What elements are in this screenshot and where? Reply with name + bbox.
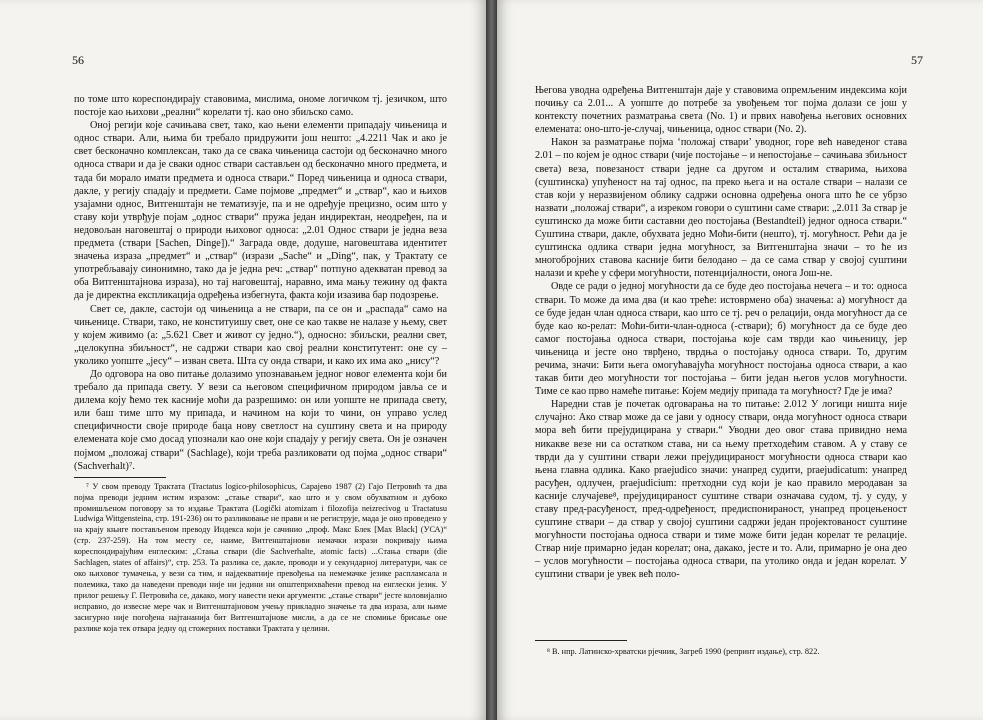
footnote xyxy=(535,636,907,658)
footnote xyxy=(74,482,447,635)
page-number: 57 xyxy=(911,53,923,67)
paragraph: Оној регији које сачињава свет, тако, као њени елементи припадају чињеница и однос ствари. Али, њима би требало придружити још нешто: „4.2211 Чак и ако је свет бесконачно комплексан, тако да се свака чињеница састоји од бесконачно много односа ствари и да је сваки однос ствари састављен од бесконачно много предмета, и тада би морало имати предмета и односа ствари.“ Поред чињеница и односа ствари, дакле, у регију спадају и предмети. Саме појмове „предмет“ и „ствар“, као и њихов узајамни однос, Витгенштајн не тематизује, па и не одређује прецизно, осим што у ставу који утврђује појам „однос ствари“ пружа један индиректан, неодређен, па и недовољан наговештај о природи њиховог односа: „2.01 Однос ствари је једна веза предмета (ствари [Sachen, Dinge]).“ Заграда овде, додуше, наговештава идентитет значења израза „предмет“ и „ствар“ (изрази „Sache“ и „Ding“, пак, у Трактату се употребљавају синонимно, тако да је једна реч: „ствар“ потпуно адекватан превод за оба Витгенштајнова израза), но тај наговештај, наравно, има мању тежину од факта да је директна експликација одређења избегнута, факта који изазива бар подозрење. xyxy=(74,120,447,302)
footnote-rule xyxy=(535,640,627,641)
book-gutter xyxy=(486,0,497,720)
page-number: 56 xyxy=(72,53,84,67)
paragraph: Наредни став је почетак одговарања на то питање: 2.012 У логици ништа није случајно: Ако ствар може да се јави у односу ствари, онда могућност односа ствари мора већ бити прејудицирана у ствари.“ Уводни део овог става привидно нема никакве везе ни са остатком става, ни са њему претходећим ставом. А у ставу се тврди да у суштини ствари лежи прејудицираност могућности односа ствари као њена главна одлика. Како praejudico значи: унапред судити, praejudicatum: унапред расуђен, одлучен, praejudicium: претходни суд који је као правило меродаван за касније случајеве⁸, прејудицираност суштине ствари означава судом, тј. у суду, у ставу пред-расуђеност, пред-одређеност, предиспонираност, унапред процењеност суштине ствари – да ствар у својој суштини садржи један пројектованост суштине могућности постојања односа ствари и тиме може бити један корелат те релације. Ствар није примарно један корелат; она, дакако, јесте и то. Али, примарно је она део – услов могућности – постојања односа ствари, па утолико онда и један корелат. У суштини ствари је увек већ поло- xyxy=(535,399,907,581)
footnote-text: ⁷ У свом преводу Трактата (Tractatus logico-philosophicus, Сарајево 1987 (2) Гајо Петровић та два појма преводи једним истим изразом: „стање ствари“, као што и у свом обухватном и дубоко промишљеном поговору за то издање Трактата (Logički atomizam i filozofija neizrecivog u Tractatusu Ludwiga Wittgensteina, стр. 191-236) он то разликовање не прави и не региструје, мада је оно проведено у на крају књиге постављеном преводу Индекса који је сачинио „проф. Макс Блек [Max Black] (УСА)“ (стр. 237-259). На том месту се, наиме, Витгенштајнови немачки изрази покривају њима кореспондирајућим енглеским: „Стања ствари (die Sachverhalte, atomic facts) ...Стања ствари (die Sachlagen, states of affairs)“, стр. 253. Та разлика се, дакле, проводи и у секундарној литератури, чак се око њиховог тумачења, у вези са тим, и најдекватније превођења на немемачке језике распламсала и полемика, тако да наведени преводи није ни једини ни општеприхваћени превод на енглески језик. У прилог решењу Г. Петровића се, дакако, могу навести неки аргументи: „стање ствари“ јесте коловијално исправно, до извесне мере чак и Витгенштајновом учењу прикладно значење та два израза, али њиме засигурно није погођена најтананија бит Витгенштајнове мисли, а да се не спомиње брисање оне разлике која тек отвара једну од стожерних поставки Трактата у целини. xyxy=(74,481,447,633)
footnote-rule xyxy=(74,477,166,478)
paragraph: Његова уводна одређења Витгенштајн даје у ставовима опремљеним индексима који почињу са 2.01... А уопште до потребе за увођењем тог појма долази се још у контексту почетних разматрања света (No. 1) и првих навођења његових основних елемената: оно-што-је-случај, чињеница, однос ствари (No. 2). xyxy=(535,85,907,136)
body-text xyxy=(74,93,447,634)
footnote-text: ⁸ В. нпр. Латинско-хрватски рјечник, Загреб 1990 (репринт издање), стр. 822. xyxy=(547,647,820,656)
left-page xyxy=(0,0,486,720)
right-page xyxy=(497,0,983,720)
body-text xyxy=(535,84,907,582)
paragraph: по томе што кореспондирају ставовима, мислима, ономе логичком тј. језичком, што постоје као њихови „реални“ корелати тј. као оно збиљско само. xyxy=(74,94,447,119)
paragraph: Након за разматрање појма ‘положај ствари’ уводног, горе већ наведеног става 2.01 – по којем је однос ствари (чије постојање – и непостојање – сачињава збиљност света) веза, повезаност ствари једне са другом и осталим стварима, њихова (суштинска) упућеност на тај однос, па преко њега и на остале ствари – налази се став који у неразвијеном облику садржи основна одређења онога што ће се убрзо назвати „положај ствари“, а изреком говори о суштини саме ствари: „2.011 За ствар је суштинско да може бити саставни део постојања (Bestandteil) једног односа ствари.“ Суштина ствари, дакле, обухвата једно Моћи-бити (нешто), тј. могућност. Рећи да је суштинска одлика ствари једна могућност, за Витгенштајна значи – то ће из многобројних ставова касније бити белодано – да се сама ствар у својој суштини налази и креће у сфери могућности, потенцијалности, онога Још-не. xyxy=(535,137,907,280)
paragraph: Овде се ради о једној могућности да се буде део постојања нечега – и то: односа ствари. То може да има два (и као треће: истоврмено оба) значења: а) могућност да се буде један члан односа ствари, као што се тј. реч о релацији, онда могућност да се буде као ко-релат: Моћи-бити-члан-односа (-ствари); б) могућност да се буде део самог постојања односа ствари, постојања које сам тврди као чињеницу, јер чињеница и јесте оно тврђено, тврдња о постојању односа ствари. То, другим речима, значи: Бити њега омогућавајућа могућност постојања односа ствари, а као такав бити део могућности тог постојања – бити један његов услов могућности. Тиме се као прво намеће питање: Којем медију припада та могућност? Где је има? xyxy=(535,281,907,398)
paragraph: До одговора на ово питање долазимо упознавањем једног новог елемента који би требало да припада свету. У вези са његовом специфичном природом јавља се и дилема коју ћемо тек касније моћи да разрешимо: он или уопште не припада свету, или баш тиме што му припада, и начином на који то чини, он управо услед специфичности своје природе баца нову светлост на суштину света и на природу елемената које смо досад упознали као оне који спадају у регију света. Он је означен појмом „положај ствари“ (Sachlage), који треба разликовати од појма „однос ствари“ (Sachverhalt)⁷. xyxy=(74,368,447,472)
paragraph: Свет се, дакле, састоји од чињеница а не ствари, па се он и „распада“ само на чињенице. Ствари, тако, не конституишу свет, оне се као такве не налазе у њему, свет у којем живимо (а: „5.621 Свет и живот су једно.“), односно: збиљски, реални свет, „целокупна збиљност“, не садржи ствари као свој реални конститутент: оне су – уколико уопште „јесу“ – изван света. Шта су онда ствари, и како их има ако „нису“? xyxy=(74,303,447,367)
